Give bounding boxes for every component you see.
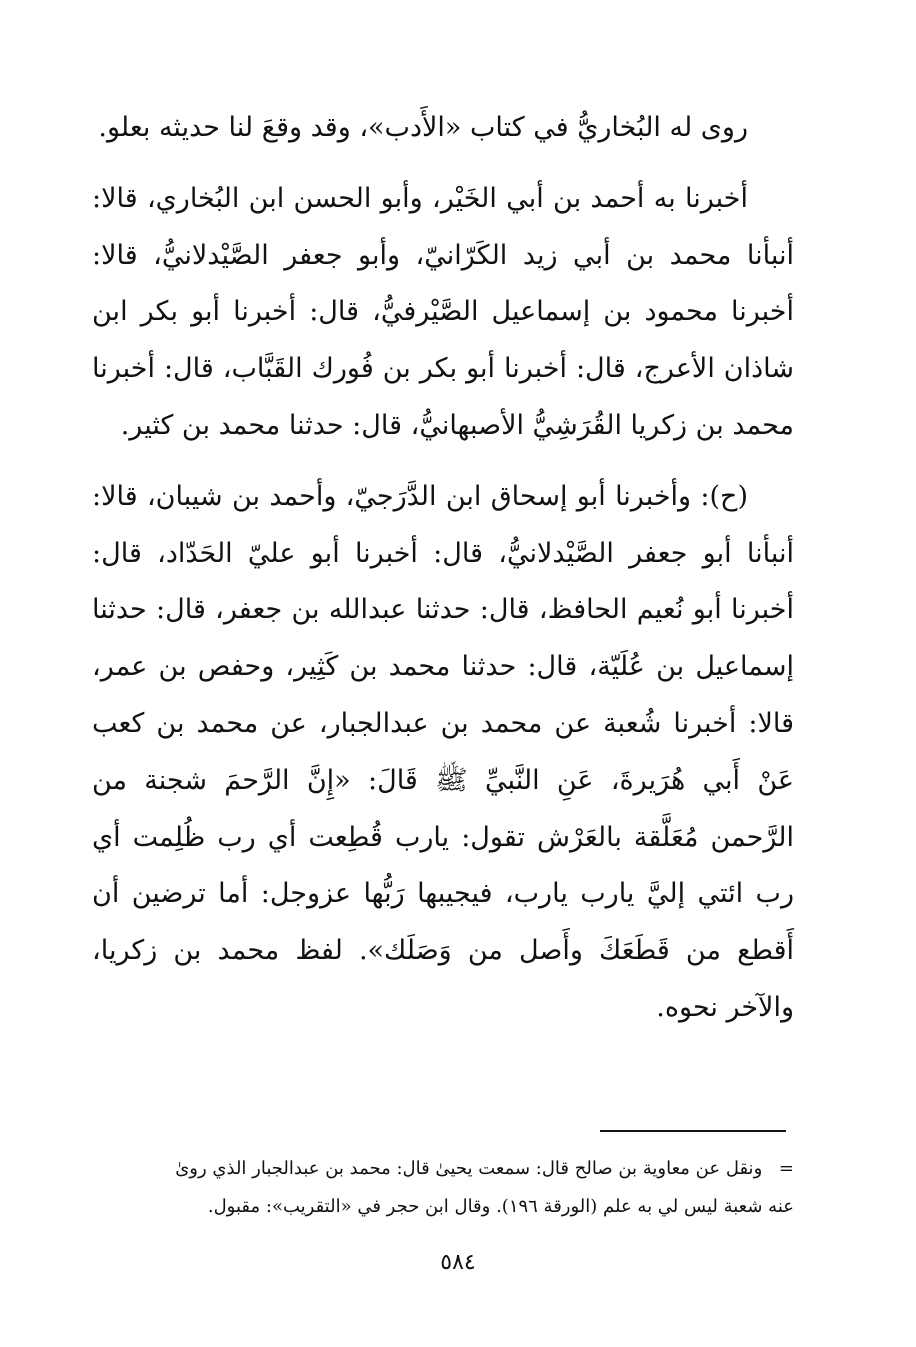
main-text — [92, 100, 794, 1037]
footnote-line-2: عنه شعبة ليس لي به علم (الورقة ١٩٦). وقال ابن حجر في «التقريب»: مقبول. — [207, 1196, 794, 1217]
paragraph-3: (ح): وأخبرنا أبو إسحاق ابن الدَّرَجيّ، وأحمد بن شيبان، قالا: أنبأنا أبو جعفر الصَّيْدلانيُّ، قال: أخبرنا أبو عليّ الحَدّاد، قال: أخبرنا أبو نُعيم الحافظ، قال: حدثنا عبدالله بن جعفر، قال: حدثنا إسماعيل بن عُلَيّة، قال: حدثنا محمد بن كَثِير، وحفص بن عمر، قالا: أخبرنا شُعبة عن محمد بن عبدالجبار، عن محمد بن كعب عَنْ أَبي هُرَيرةَ، عَنِ النَّبيِّ ﷺ قَالَ: «إِنَّ الرَّحمَ شجنة من الرَّحمن مُعَلَّقة بالعَرْش تقول: يارب قُطِعت أي رب ظُلِمت أي رب ائتي إليَّ يارب يارب، فيجيبها رَبُّها عزوجل: أما ترضين أن أَقطع من قَطَعَكَ وأَصل من وَصَلَك». لفظ محمد بن زكريا، والآخر نحوه. — [92, 480, 794, 1023]
footnote-line-1 — [104, 1150, 794, 1188]
paragraph-1: روى له البُخاريُّ في كتاب «الأَدب»، وقد وقعَ لنا حديثه بعلو. — [98, 112, 748, 143]
footnote-divider — [600, 1130, 786, 1132]
footnote-continuation-marker: = — [778, 1158, 794, 1179]
page-number: ٥٨٤ — [440, 1250, 476, 1275]
paragraph-2: أخبرنا به أحمد بن أبي الخَيْر، وأبو الحسن ابن البُخاري، قالا: أنبأنا محمد بن أبي زيد الكَرّانيّ، وأبو جعفر الصَّيْدلانيُّ، قالا: أخبرنا محمود بن إسماعيل الصَّيْرفيُّ، قال: أخبرنا أبو بكر ابن شاذان الأعرج، قال: أخبرنا أبو بكر بن فُورك القَبَّاب، قال: أخبرنا محمد بن زكريا القُرَشِيُّ الأصبهانيُّ، قال: حدثنا محمد بن كثير. — [92, 182, 794, 441]
footnote — [104, 1150, 794, 1226]
footnote-text-1: ونقل عن معاوية بن صالح قال: سمعت يحيىٰ قال: محمد بن عبدالجبار الذي روىٰ — [175, 1158, 763, 1179]
